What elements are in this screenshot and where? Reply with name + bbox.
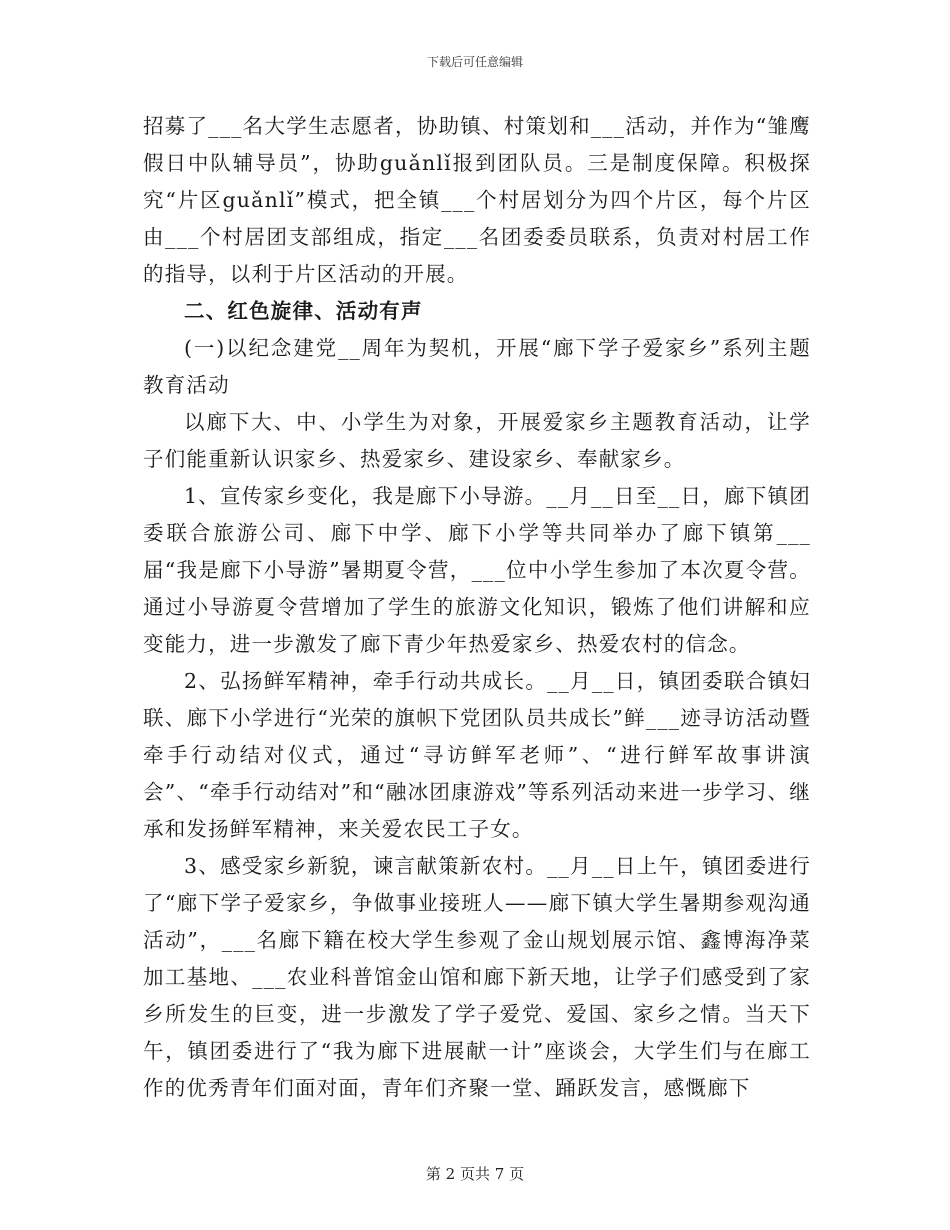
paragraph-item-2: 2、弘扬鲜军精神，牵手行动共成长。__月__日，镇团委联合镇妇联、廊下小学进行“光荣的旗帜下党团队员共成长”鲜___迹寻访活动暨牵手行动结对仪式，通过“寻访鲜军老师”、“进行鲜军故事讲演会”、“牵手行动结对”和“融冰团康游戏”等系列活动来进一步学习、继承和发扬鲜军精神，来关爱农民工子女。 xyxy=(143,669,811,841)
paragraph-volunteers: 招募了___名大学生志愿者，协助镇、村策划和___活动，并作为“雏鹰假日中队辅导员”，协助guǎnlǐ报到团队员。三是制度保障。积极探究“片区guǎnlǐ”模式，把全镇___个村居划分为四个片区，每个片区由___个村居团支部组成，指定___名团委委员联系，负责对村居工作的指导，以利于片区活动的开展。 xyxy=(143,114,811,286)
document-body xyxy=(143,108,811,1107)
section-heading: 二、红色旋律、活动有声 xyxy=(184,299,423,323)
paragraph-item-1: 1、宣传家乡变化，我是廊下小导游。__月__日至__日，廊下镇团委联合旅游公司、廊下中学、廊下小学等共同举办了廊下镇第___届“我是廊下小导游”暑期夏令营，___位中小学生参加了本次夏令营。通过小导游夏令营增加了学生的旅游文化知识，锻炼了他们讲解和应变能力，进一步激发了廊下青少年热爱家乡、热爱农村的信念。 xyxy=(143,484,811,656)
page-header: 下载后可任意编辑 xyxy=(426,55,523,69)
paragraph-intro: 以廊下大、中、小学生为对象，开展爱家乡主题教育活动，让学子们能重新认识家乡、热爱家乡、建设家乡、奉献家乡。 xyxy=(143,410,811,471)
subsection-heading: (一)以纪念建党__周年为契机，开展“廊下学子爱家乡”系列主题教育活动 xyxy=(143,336,811,397)
page-footer: 第 2 页共 7 页 xyxy=(425,1165,525,1183)
paragraph-item-3: 3、感受家乡新貌，谏言献策新农村。__月__日上午，镇团委进行了“廊下学子爱家乡，争做事业接班人——廊下镇大学生暑期参观沟通活动”，___名廊下籍在校大学生参观了金山规划展示馆、鑫博海净菜加工基地、___农业科普馆金山馆和廊下新天地，让学子们感受到了家乡所发生的巨变，进一步激发了学子爱党、爱国、家乡之情。当天下午，镇团委进行了“我为廊下进展献一计”座谈会，大学生们与在廊工作的优秀青年们面对面，青年们齐聚一堂、踊跃发言，感慨廊下 xyxy=(143,854,811,1100)
